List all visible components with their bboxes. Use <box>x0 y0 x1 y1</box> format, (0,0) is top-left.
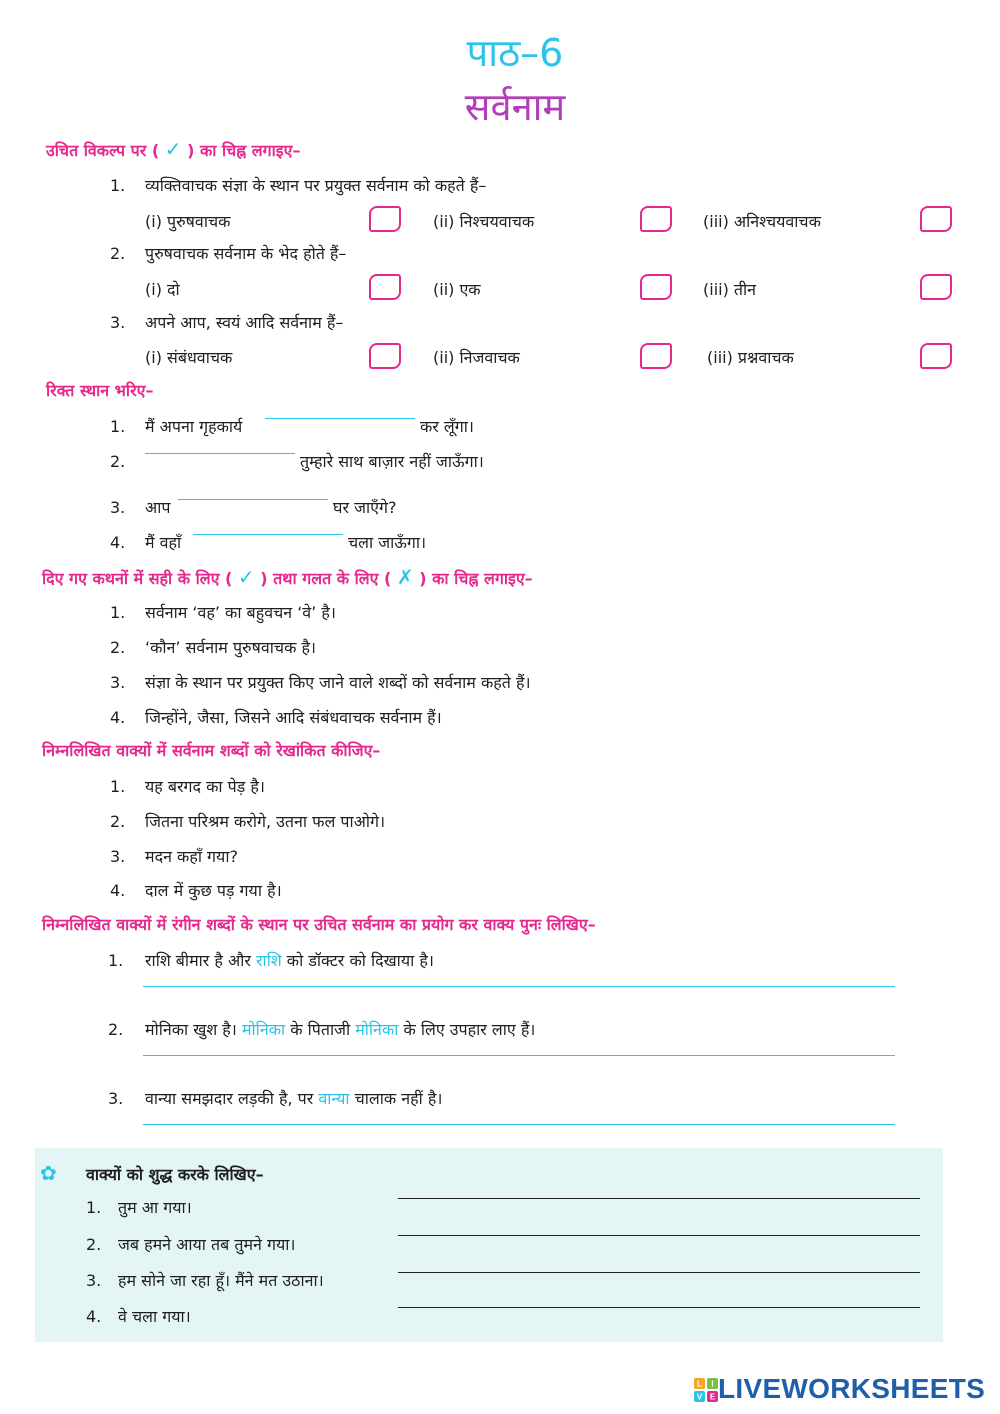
s3-item1-number: 1. <box>110 603 126 622</box>
s3-item2-number: 2. <box>110 638 126 657</box>
s2-item1-after: कर लूँगा। <box>420 417 474 436</box>
cross-mark-icon: ✗ <box>396 565 414 589</box>
s1-q1-option-1: (i) पुरुषवाचक <box>145 212 231 231</box>
s5-item3-sentence: वान्या समझदार लड़की है, पर वान्या चालाक नहीं है। <box>145 1089 443 1108</box>
s5-item1-answer-line[interactable] <box>143 986 895 987</box>
s2-item3-after: घर जाएँगे? <box>333 498 397 517</box>
lesson-topic: सर्वनाम <box>464 85 566 129</box>
colored-word: मोनिका <box>241 1020 286 1039</box>
s1-q1-checkbox-1[interactable] <box>369 206 401 232</box>
s4-item2-text[interactable]: जितना परिश्रम करोगे, उतना फल पाओगे। <box>145 812 386 831</box>
s4-item2-number: 2. <box>110 812 126 831</box>
s5-item1-number: 1. <box>108 951 124 970</box>
s5-item2-sentence: मोनिका खुश है। मोनिका के पिताजी मोनिका के लिए उपहार लाए हैं। <box>145 1020 536 1039</box>
s6-item2-answer-line[interactable] <box>398 1235 920 1236</box>
s2-item2-number: 2. <box>110 452 126 471</box>
s6-item1-answer-line[interactable] <box>398 1198 920 1199</box>
s1-q3-number: 3. <box>110 313 126 332</box>
s1-q3-option-2: (ii) निजवाचक <box>433 348 520 367</box>
s4-item4-number: 4. <box>110 881 126 900</box>
s3-item3-number: 3. <box>110 673 126 692</box>
section4-heading: निम्नलिखित वाक्यों में सर्वनाम शब्दों को रेखांकित कीजिए– <box>42 741 381 760</box>
s3-item4-text: जिन्होंने, जैसा, जिसने आदि संबंधवाचक सर्वनाम हैं। <box>145 708 442 727</box>
s1-q3-text: अपने आप, स्वयं आदि सर्वनाम हैं– <box>145 313 344 332</box>
svg-text:I: I <box>711 1379 714 1389</box>
s6-item1-text: तुम आ गया। <box>118 1198 192 1217</box>
s2-item3-blank[interactable] <box>178 499 328 500</box>
s2-item3-before: आप <box>145 498 171 517</box>
s1-q1-checkbox-3[interactable] <box>920 206 952 232</box>
s4-item3-text[interactable]: मदन कहाँ गया? <box>145 847 238 866</box>
s4-item1-number: 1. <box>110 777 126 796</box>
s6-item3-number: 3. <box>86 1271 102 1290</box>
liveworksheets-logo-text[interactable]: LIVEWORKSHEETS <box>718 1373 986 1404</box>
s4-item3-number: 3. <box>110 847 126 866</box>
svg-text:V: V <box>696 1392 703 1402</box>
s3-item3-text: संज्ञा के स्थान पर प्रयुक्त किए जाने वाले शब्दों को सर्वनाम कहते हैं। <box>145 673 531 692</box>
svg-text:E: E <box>709 1392 716 1402</box>
s2-item1-blank[interactable] <box>265 418 415 419</box>
s1-q3-checkbox-2[interactable] <box>640 343 672 369</box>
s5-item3-number: 3. <box>108 1089 124 1108</box>
s1-q2-number: 2. <box>110 244 126 263</box>
s1-q3-checkbox-1[interactable] <box>369 343 401 369</box>
colored-word: वान्या <box>318 1089 350 1108</box>
s1-q2-checkbox-2[interactable] <box>640 274 672 300</box>
s1-q2-option-3: (iii) तीन <box>703 280 757 299</box>
s1-q2-option-1: (i) दो <box>145 280 180 299</box>
s6-item4-number: 4. <box>86 1307 102 1326</box>
s1-q1-text: व्यक्तिवाचक संज्ञा के स्थान पर प्रयुक्त सर्वनाम को कहते हैं– <box>145 176 487 195</box>
section1-heading: उचित विकल्प पर ( ✓ ) का चिह्न लगाइए– <box>46 137 301 161</box>
s3-item1-text: सर्वनाम ‘वह’ का बहुवचन ‘वे’ है। <box>145 603 336 622</box>
s4-item4-text[interactable]: दाल में कुछ पड़ गया है। <box>145 881 282 900</box>
s1-q1-checkbox-2[interactable] <box>640 206 672 232</box>
s3-item2-text: ‘कौन’ सर्वनाम पुरुषवाचक है। <box>145 638 316 657</box>
s1-q1-option-3: (iii) अनिश्चयवाचक <box>703 212 821 231</box>
section3-heading: दिए गए कथनों में सही के लिए ( ✓ ) तथा गलत के लिए ( ✗ ) का चिह्न लगाइए– <box>42 565 533 589</box>
s1-q2-checkbox-3[interactable] <box>920 274 952 300</box>
s4-item1-text[interactable]: यह बरगद का पेड़ है। <box>145 777 265 796</box>
s1-q2-option-2: (ii) एक <box>433 280 481 299</box>
section6-heading: वाक्यों को शुद्ध करके लिखिए– <box>86 1165 264 1184</box>
section5-heading: निम्नलिखित वाक्यों में रंगीन शब्दों के स्थान पर उचित सर्वनाम का प्रयोग कर वाक्य पुनः लिखिए– <box>42 915 596 934</box>
s5-item1-sentence: राशि बीमार है और राशि को डॉक्टर को दिखाया है। <box>145 951 434 970</box>
s5-item2-answer-line[interactable] <box>143 1055 895 1056</box>
s2-item4-blank[interactable] <box>193 534 343 535</box>
check-mark-icon: ✓ <box>164 137 182 161</box>
s5-item2-number: 2. <box>108 1020 124 1039</box>
check-mark-icon: ✓ <box>237 565 255 589</box>
s2-item4-after: चला जाऊँगा। <box>348 533 427 552</box>
s1-q2-text: पुरुषवाचक सर्वनाम के भेद होते हैं– <box>145 244 347 263</box>
s6-item3-text: हम सोने जा रहा हूँ। मैंने मत उठाना। <box>118 1271 324 1290</box>
s6-item3-answer-line[interactable] <box>398 1272 920 1273</box>
s6-item4-answer-line[interactable] <box>398 1307 920 1308</box>
colored-word: राशि <box>256 951 282 970</box>
s6-item4-text: वे चला गया। <box>118 1307 191 1326</box>
s6-item2-text: जब हमने आया तब तुमने गया। <box>118 1235 296 1254</box>
liveworksheets-logo-icon <box>694 1378 718 1402</box>
s3-item4-number: 4. <box>110 708 126 727</box>
lesson-number: पाठ–6 <box>466 31 564 75</box>
s2-item3-number: 3. <box>110 498 126 517</box>
section2-heading: रिक्त स्थान भरिए– <box>46 381 154 400</box>
svg-text:L: L <box>697 1379 702 1389</box>
s1-q3-checkbox-3[interactable] <box>920 343 952 369</box>
s2-item4-before: मैं वहाँ <box>145 533 182 552</box>
s1-q3-option-3: (iii) प्रश्नवाचक <box>707 348 794 367</box>
s1-q2-checkbox-1[interactable] <box>369 274 401 300</box>
flower-bullet-icon: ✿ <box>40 1161 57 1185</box>
s2-item2-after: तुम्हारे साथ बाज़ार नहीं जाऊँगा। <box>300 452 484 471</box>
s2-item4-number: 4. <box>110 533 126 552</box>
s2-item1-number: 1. <box>110 417 126 436</box>
s5-item3-answer-line[interactable] <box>143 1124 895 1125</box>
s2-item1-before: मैं अपना गृहकार्य <box>145 417 243 436</box>
s6-item2-number: 2. <box>86 1235 102 1254</box>
s1-q3-option-1: (i) संबंधवाचक <box>145 348 233 367</box>
s6-item1-number: 1. <box>86 1198 102 1217</box>
s2-item2-blank[interactable] <box>145 453 295 454</box>
colored-word: मोनिका <box>355 1020 399 1039</box>
s1-q1-number: 1. <box>110 176 126 195</box>
s1-q1-option-2: (ii) निश्चयवाचक <box>433 212 535 231</box>
